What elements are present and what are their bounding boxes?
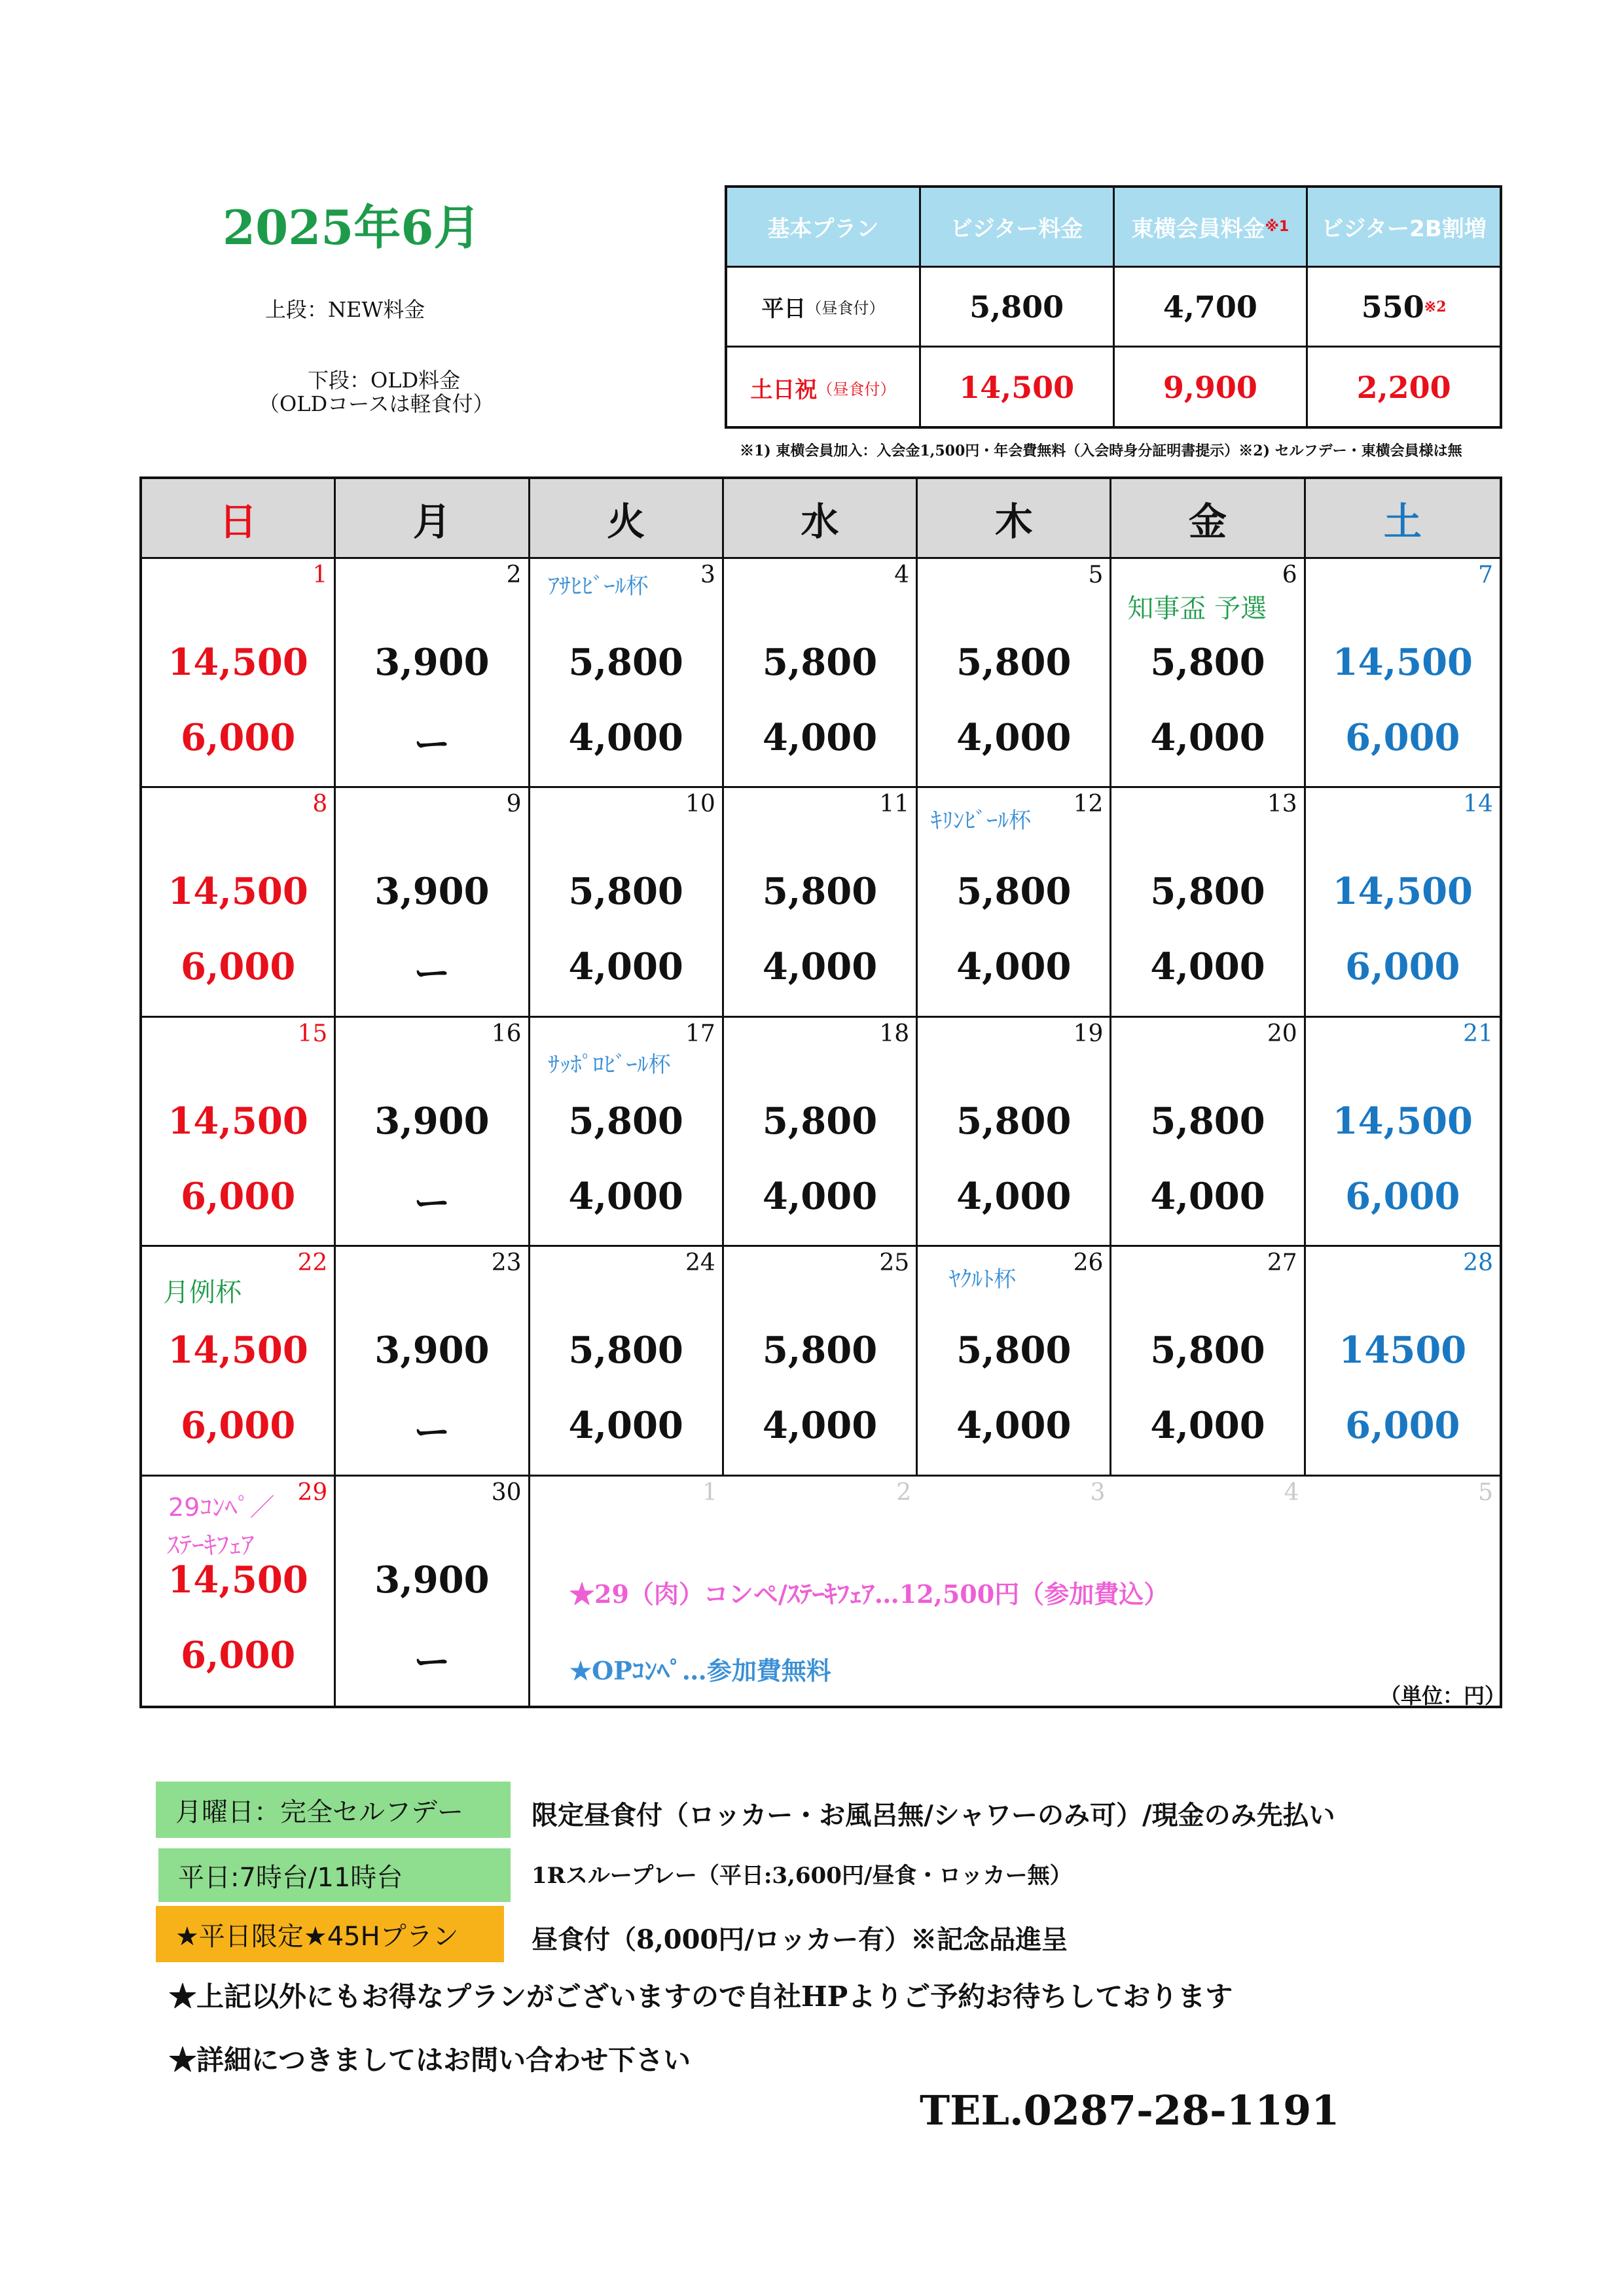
price-old: ー [413, 952, 450, 996]
price-old: ー [413, 1411, 450, 1455]
day-number: 27 [1267, 1249, 1297, 1277]
day-number: 3 [1090, 1479, 1106, 1506]
price-new: 5,800 [568, 1329, 683, 1372]
day-number: 11 [879, 791, 910, 818]
price-new: 3,900 [374, 1558, 490, 1602]
price-old: 6,000 [1345, 1174, 1460, 1218]
price-new: 5,800 [568, 1099, 683, 1143]
day-number: 19 [1073, 1020, 1104, 1047]
day-number: 5 [1478, 1479, 1493, 1506]
day-cell [724, 1247, 918, 1476]
price-new: 5,800 [1150, 870, 1265, 914]
monday-self-day-tag: 月曜日：完全セルフデー [156, 1782, 511, 1838]
day-number: 30 [491, 1479, 522, 1506]
header-surcharge: ビジター2B割増 [1321, 216, 1487, 242]
day-cell [142, 788, 336, 1017]
price-new: 3,900 [374, 641, 490, 684]
day-number: 28 [1463, 1249, 1493, 1277]
note-op-compe: ★OPｺﾝﾍﾟ…参加費無料 [569, 1656, 831, 1685]
day-cell [142, 1018, 336, 1247]
plan-45h-desc: 昼食付（8,000円/ロッカー有）※記念品進呈 [532, 1924, 1068, 1955]
header-member: 東横会員料金 ※1 [1115, 188, 1308, 266]
price-old: 4,000 [762, 716, 878, 759]
day-cell [1111, 788, 1305, 1017]
price-new: 3,900 [374, 1099, 490, 1143]
event-label: ﾔｸﾙﾄ杯 [949, 1266, 1017, 1293]
legend-upper: 上段：NEW料金 [265, 297, 425, 322]
price-new: 5,800 [956, 641, 1072, 684]
event-label: ｷﾘﾝﾋﾞｰﾙ杯 [931, 808, 1032, 834]
price-old: 6,000 [180, 945, 296, 989]
day-number: 23 [491, 1249, 522, 1277]
price-new: 14,500 [168, 1099, 308, 1143]
legend-lower: 下段：OLD料金 [308, 368, 461, 393]
unit-note: （単位：円） [1380, 1683, 1506, 1708]
price-old: 4,000 [762, 1404, 878, 1448]
monday-self-day-desc: 限定昼食付（ロッカー・お風呂無/シャワーのみ可）/現金のみ先払い [532, 1800, 1335, 1831]
price-new: 14,500 [168, 1329, 308, 1372]
day-cell [918, 1018, 1111, 1247]
price-old: 4,000 [568, 1404, 683, 1448]
price-new: 5,800 [1150, 1099, 1265, 1143]
price-row-weekday [727, 268, 1500, 348]
event-label: 月例杯 [163, 1278, 242, 1308]
day-cell [142, 1477, 336, 1706]
day-cell [918, 559, 1111, 788]
header-basic-plan: 基本プラン [727, 188, 921, 266]
price-old: 6,000 [180, 716, 296, 759]
day-number: 24 [685, 1249, 715, 1277]
price-old: 4,000 [956, 945, 1072, 989]
dayhead-sat: 土 [1306, 479, 1500, 559]
price-old: 4,000 [956, 1404, 1072, 1448]
price-old: 4,000 [956, 1174, 1072, 1218]
dayhead-fri: 金 [1111, 479, 1305, 559]
day-number: 25 [879, 1249, 910, 1277]
price-row-holiday [727, 348, 1500, 427]
day-number: 3 [700, 562, 715, 588]
day-cell [336, 788, 530, 1017]
price-new: 14,500 [1332, 641, 1473, 684]
day-number: 20 [1267, 1020, 1297, 1047]
price-new: 3,900 [374, 870, 490, 914]
price-old: 6,000 [180, 1174, 296, 1218]
price-new: 5,800 [568, 870, 683, 914]
info-line-2: ★詳細につきましてはお問い合わせ下さい [169, 2044, 691, 2076]
event-label: ｱｻﾋﾋﾞｰﾙ杯 [548, 573, 649, 600]
weekday-surcharge: 550 ※2 [1361, 289, 1447, 325]
day-number: 1 [312, 562, 328, 588]
day-cell [1306, 1477, 1500, 1706]
holiday-visitor-price: 14,500 [921, 348, 1115, 427]
note-steak-fair: ★29（肉）コンペ/ｽﾃｰｷﾌｪｱ…12,500円（参加費込） [569, 1579, 1169, 1609]
price-old: 4,000 [762, 945, 878, 989]
event-label: ｻｯﾎﾟﾛﾋﾞｰﾙ杯 [548, 1051, 671, 1078]
day-cell [724, 1018, 918, 1247]
price-old: 4,000 [568, 716, 683, 759]
price-new: 14500 [1339, 1329, 1467, 1372]
day-number: 18 [879, 1020, 910, 1047]
price-old: 4,000 [1150, 1404, 1265, 1448]
day-cell [336, 1018, 530, 1247]
info-line-1: ★上記以外にもお得なプランがございますので自社HPよりご予約お待ちしております [169, 1981, 1233, 2013]
price-new: 5,800 [956, 1099, 1072, 1143]
dayhead-sun: 日 [142, 479, 336, 559]
day-number: 2 [896, 1479, 912, 1506]
dayhead-tue: 火 [530, 479, 724, 559]
day-cell [142, 559, 336, 788]
weekday-time-tag: 平日:7時台/11時台 [158, 1848, 511, 1902]
price-new: 14,500 [1332, 1099, 1473, 1143]
day-cell [724, 788, 918, 1017]
price-old: 4,000 [568, 1174, 683, 1218]
day-cell [1111, 1247, 1305, 1476]
holiday-label: 土日祝 （昼食付） [727, 348, 921, 427]
price-new: 5,800 [762, 1329, 878, 1372]
day-number: 13 [1267, 791, 1297, 818]
day-number: 15 [297, 1020, 328, 1047]
phone-number: TEL.0287-28-1191 [920, 2087, 1340, 2134]
price-new: 14,500 [168, 1558, 308, 1602]
day-cell [1306, 559, 1500, 788]
day-cell [1111, 559, 1305, 788]
day-cell [1306, 788, 1500, 1017]
day-number: 6 [1282, 562, 1297, 588]
price-new: 5,800 [1150, 1329, 1265, 1372]
day-cell [1306, 1018, 1500, 1247]
price-old: ー [413, 1640, 450, 1684]
day-cell [530, 1018, 724, 1247]
price-new: 5,800 [762, 870, 878, 914]
weekday-label: 平日 （昼食付） [727, 268, 921, 346]
price-old: 4,000 [568, 945, 683, 989]
day-number: 2 [506, 562, 522, 588]
plan-45h-tag: ★平日限定★45Hプラン [156, 1906, 504, 1962]
event-label: 知事盃 予選 [1127, 594, 1267, 624]
day-cell [918, 1247, 1111, 1476]
day-number: 12 [1073, 791, 1104, 818]
price-table-header [727, 188, 1500, 268]
day-number: 10 [685, 791, 715, 818]
header-visitor: ビジター料金 [921, 188, 1115, 266]
day-number: 4 [1284, 1479, 1299, 1506]
day-number: 1 [702, 1479, 717, 1506]
price-notes: ※1) 東横会員加入：入会金1,500円・年会費無料（入会時身分証明書提示）※2) セルフデー・東横会員様は無 [740, 442, 1462, 459]
price-old: 4,000 [956, 716, 1072, 759]
weekday-visitor-price: 5,800 [921, 268, 1115, 346]
price-old: ー [413, 723, 450, 766]
price-new: 5,800 [1150, 641, 1265, 684]
day-number: 14 [1463, 791, 1493, 818]
day-cell [142, 1247, 336, 1476]
dayhead-mon: 月 [336, 479, 530, 559]
legend-lower-note: （OLDコースは軽食付） [259, 391, 494, 416]
price-old: 6,000 [1345, 945, 1460, 989]
price-new: 5,800 [568, 641, 683, 684]
day-cell [530, 788, 724, 1017]
day-cell [918, 788, 1111, 1017]
price-new: 14,500 [1332, 870, 1473, 914]
holiday-surcharge: 2,200 [1356, 370, 1451, 405]
calendar [139, 476, 1502, 1708]
day-number: 17 [685, 1020, 715, 1047]
day-cell [336, 1247, 530, 1476]
price-old: 6,000 [180, 1404, 296, 1448]
price-old: ー [413, 1181, 450, 1225]
day-cell [724, 559, 918, 788]
dayhead-wed: 水 [724, 479, 918, 559]
weekday-time-desc: 1Rスループレー（平日:3,600円/昼食・ロッカー無） [532, 1863, 1072, 1889]
price-old: 6,000 [180, 1633, 296, 1677]
day-cell [530, 1247, 724, 1476]
price-old: 4,000 [1150, 1174, 1265, 1218]
dayhead-thu: 木 [918, 479, 1111, 559]
price-new: 5,800 [956, 1329, 1072, 1372]
day-number: 8 [312, 791, 328, 818]
price-old: 6,000 [1345, 1404, 1460, 1448]
price-new: 5,800 [762, 1099, 878, 1143]
month-title: 2025年6月 [223, 200, 481, 255]
price-new: 14,500 [168, 870, 308, 914]
price-new: 5,800 [956, 870, 1072, 914]
day-number: 29 [297, 1479, 328, 1506]
day-number: 9 [506, 791, 522, 818]
day-cell [336, 559, 530, 788]
weekday-member-price: 4,700 [1115, 268, 1308, 346]
day-number: 22 [297, 1249, 328, 1277]
price-table [725, 185, 1502, 429]
price-new: 14,500 [168, 641, 308, 684]
price-old: 4,000 [1150, 716, 1265, 759]
day-cell [1111, 1018, 1305, 1247]
price-new: 5,800 [762, 641, 878, 684]
price-new: 3,900 [374, 1329, 490, 1372]
day-number: 26 [1073, 1249, 1104, 1277]
day-number: 7 [1478, 562, 1493, 588]
note-mark-2: ※2 [1424, 298, 1447, 315]
day-number: 5 [1088, 562, 1104, 588]
price-old: 4,000 [762, 1174, 878, 1218]
day-cell [530, 559, 724, 788]
day-number: 16 [491, 1020, 522, 1047]
price-old: 4,000 [1150, 945, 1265, 989]
price-old: 6,000 [1345, 716, 1460, 759]
day-cell [336, 1477, 530, 1706]
holiday-member-price: 9,900 [1115, 348, 1308, 427]
note-mark-1: ※1 [1265, 219, 1290, 235]
day-number: 4 [894, 562, 910, 588]
event-label-line2: ｽﾃｰｷﾌｪｱ [167, 1530, 255, 1560]
event-label: 29ｺﾝﾍﾟ／ [168, 1492, 275, 1522]
day-cell [1306, 1247, 1500, 1476]
day-number: 21 [1463, 1020, 1493, 1047]
